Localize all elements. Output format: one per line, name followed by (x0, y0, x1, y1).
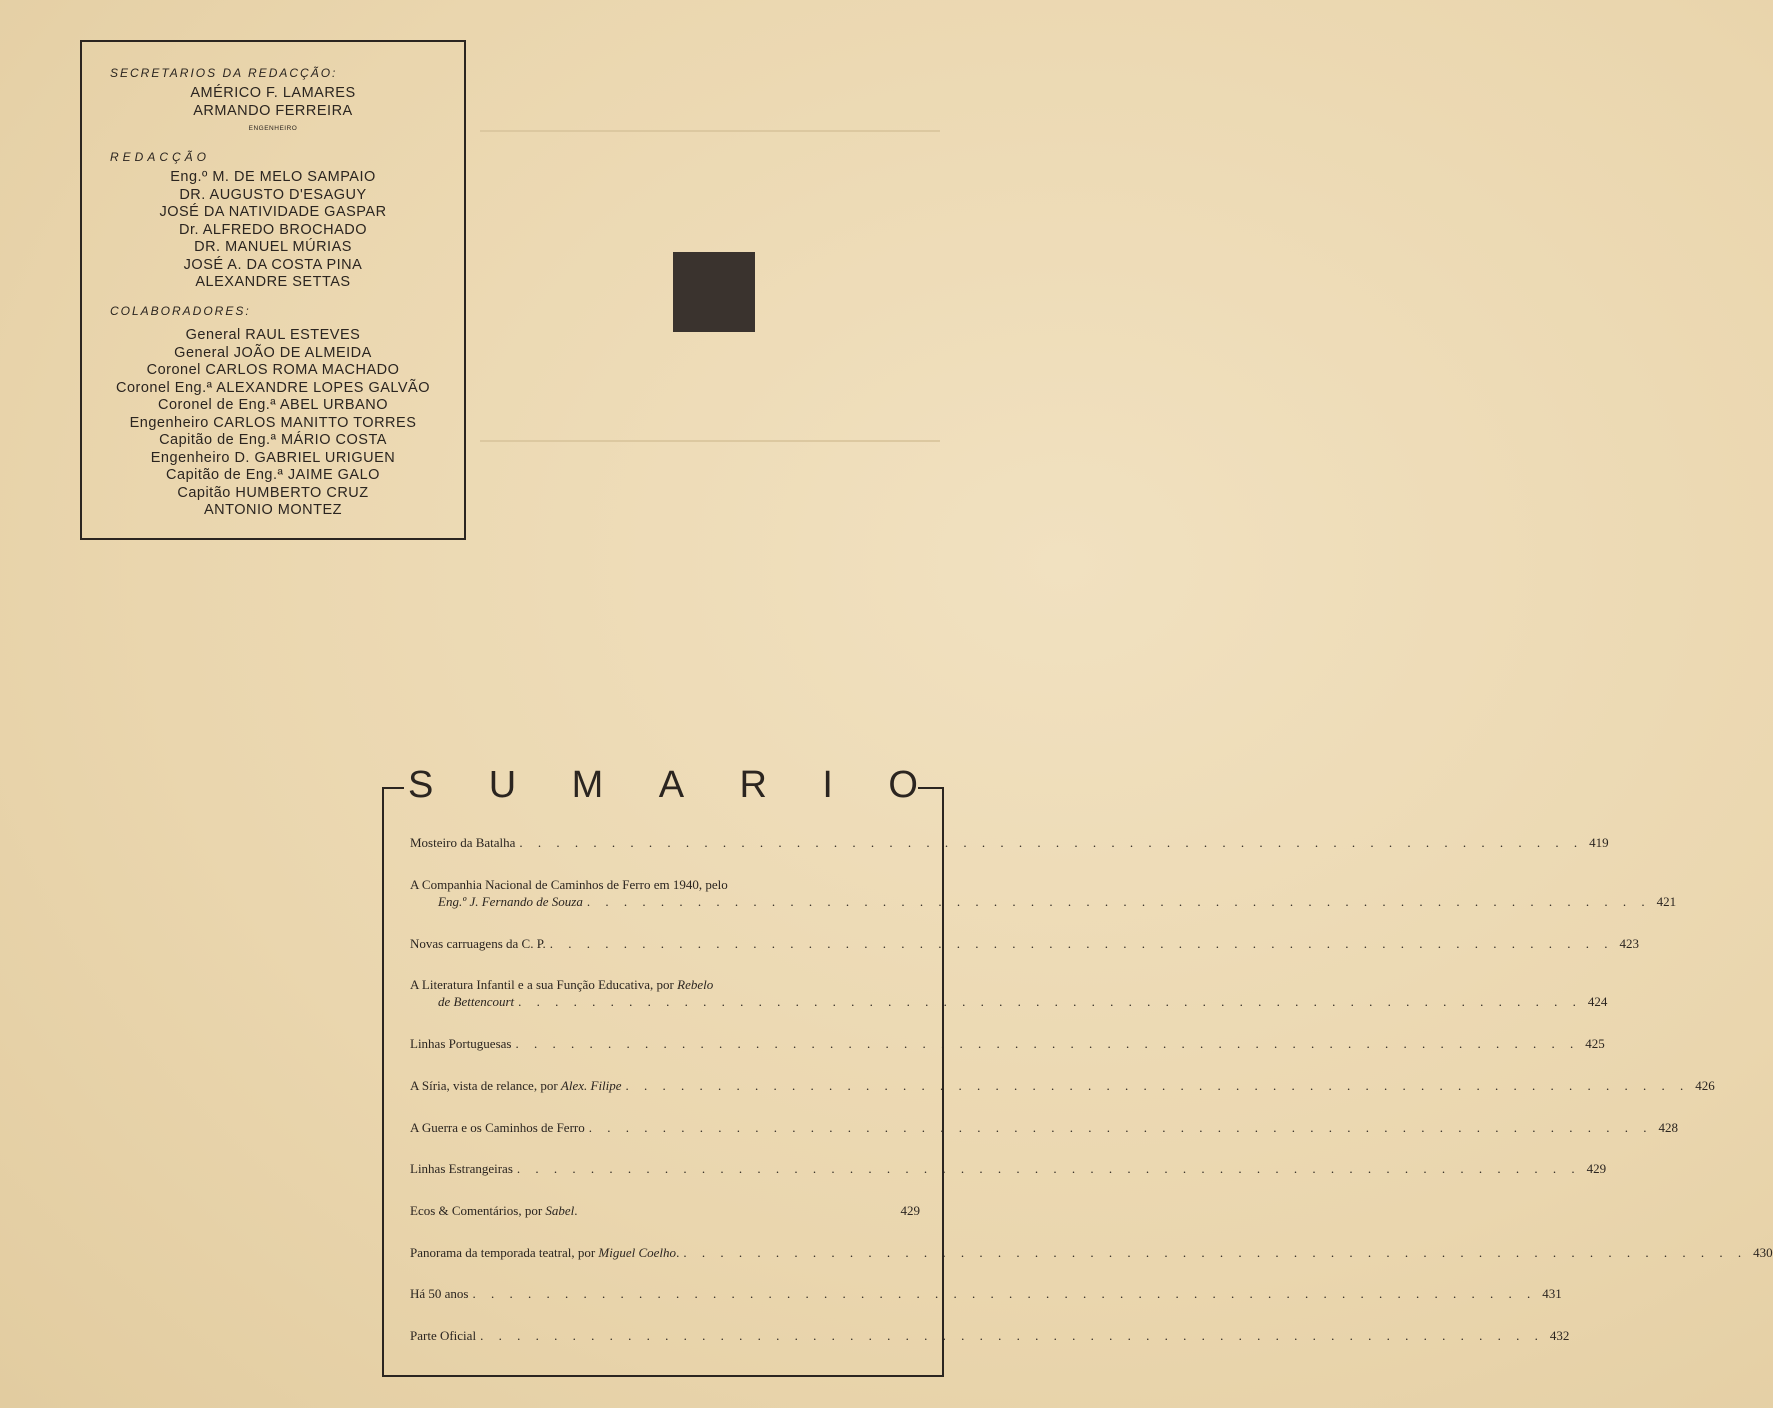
toc-entry[interactable] (410, 1244, 1773, 1261)
page-number: 431 (1542, 1286, 1562, 1301)
staff-name: Eng.º M. DE MELO SAMPAIO (170, 169, 376, 185)
black-square-mark (673, 252, 755, 332)
colaboradores-list (82, 327, 464, 520)
title-letter: O (888, 764, 918, 806)
staff-name: AMÉRICO F. LAMARES (190, 85, 356, 101)
toc-entry[interactable] (410, 1202, 920, 1219)
page-number: 432 (1549, 1328, 1570, 1343)
staff-name: Capitão de Eng.ª JAIME GALO (166, 467, 380, 483)
toc-entry[interactable] (410, 976, 1608, 1010)
staff-name: DR. AUGUSTO D'ESAGUY (179, 186, 367, 203)
staff-name: ARMANDO FERREIRA (193, 102, 353, 119)
leader-dots: . . . . . . . . . . . . . . . . . . . . . . . . . . . . . . . . . . . . . . . . . . . . . . . . . . . . . . . . . . (625, 1078, 1690, 1093)
page-number: 425 (1585, 1036, 1605, 1051)
page-number: 421 (1656, 894, 1677, 909)
sumario-frame-top-left (382, 787, 404, 789)
toc-entry[interactable] (410, 1327, 1570, 1344)
page-number: 429 (900, 1203, 920, 1218)
leader-dots: . . . . . . . . . . . . . . . . . . . . . . . . . . . . . . . . . . . . . . . . . . . . . . . . . . . . . . . . . . (472, 1286, 1537, 1301)
secretarios-list (82, 85, 464, 120)
staff-name: JOSÉ A. DA COSTA PINA (183, 256, 363, 273)
page-number: 424 (1587, 994, 1608, 1009)
entry-title: Panorama da temporada teatral, por Miguel Coelho. (410, 1245, 680, 1260)
leader-dots: . . . . . . . . . . . . . . . . . . . . . . . . . . . . . . . . . . . . . . . . . . . . . . . . . . . . . . . . . . (586, 894, 1651, 909)
engenheiro-note: ENGENHEIRO (248, 125, 298, 132)
entry-title: Linhas Estrangeiras (410, 1161, 513, 1176)
toc-entry[interactable] (410, 1119, 1678, 1136)
toc-entry[interactable] (410, 935, 1639, 952)
toc-entry[interactable] (410, 1160, 1607, 1177)
colaboradores-label: COLABORADORES: (110, 304, 251, 318)
staff-name: Capitão HUMBERTO CRUZ (177, 484, 369, 501)
leader-dots: . . . . . . . . . . . . . . . . . . . . . . . . . . . . . . . . . . . . . . . . . . . . . . . . . . . . . . . . . . (588, 1120, 1653, 1135)
title-letter: I (822, 764, 833, 806)
entry-author: de Bettencourt (438, 994, 515, 1009)
leader-dots: . . . . . . . . . . . . . . . . . . . . . . . . . . . . . . . . . . . . . . . . . . . . . . . . . . . . . . . . . . (518, 994, 1582, 1009)
title-letter: A (658, 764, 685, 806)
bleed-through-line (480, 440, 940, 442)
toc-entry[interactable] (410, 1285, 1562, 1302)
staff-name: Coronel Eng.ª ALEXANDRE LOPES GALVÃO (115, 379, 431, 396)
title-letter: S (408, 764, 434, 806)
staff-name: Coronel CARLOS ROMA MACHADO (146, 362, 400, 378)
staff-name: Engenheiro D. GABRIEL URIGUEN (150, 449, 396, 466)
entry-author: Eng.º J. Fernando de Souza (438, 894, 583, 909)
page-number: 423 (1619, 936, 1639, 951)
entry-title: A Guerra e os Caminhos de Ferro (410, 1120, 585, 1135)
entry-title: Ecos & Comentários, por Sabel. (410, 1203, 578, 1218)
entry-title: Há 50 anos (410, 1286, 469, 1301)
leader-dots: . . . . . . . . . . . . . . . . . . . . . . . . . . . . . . . . . . . . . . . . . . . . . . . . . . . . . . . . . . (519, 835, 1584, 850)
staff-name: General RAUL ESTEVES (185, 327, 361, 343)
entry-author: Sabel (545, 1203, 575, 1218)
staff-name: Dr. ALFREDO BROCHADO (178, 221, 368, 238)
page-number: 426 (1695, 1078, 1715, 1093)
entry-author: Miguel Coelho (598, 1245, 677, 1260)
secretarios-label: SECRETARIOS DA REDACÇÃO: (110, 66, 338, 80)
entry-author: Alex. Filipe (560, 1078, 622, 1093)
title-letter: R (739, 764, 767, 806)
sumario-title (408, 763, 918, 807)
redaccao-label: REDACÇÃO (110, 150, 211, 164)
staff-name: DR. MANUEL MÚRIAS (194, 239, 352, 255)
title-letter: M (571, 764, 604, 806)
toc-entry[interactable] (410, 1035, 1605, 1052)
leader-dots: . . . . . . . . . . . . . . . . . . . . . . . . . . . . . . . . . . . . . . . . . . . . . . . . . . . . . . . . . . (480, 1328, 1544, 1343)
entry-title: Linhas Portuguesas (410, 1036, 512, 1051)
entry-title: A Literatura Infantil e a sua Função Educativa, por Rebelo (410, 977, 714, 992)
entry-author: Rebelo (677, 977, 714, 992)
redaccao-list (82, 169, 464, 292)
staff-name: Coronel de Eng.ª ABEL URBANO (158, 397, 388, 413)
entry-title: Mosteiro da Batalha (410, 835, 516, 850)
bleed-through-line (480, 130, 940, 132)
leader-dots: . . . . . . . . . . . . . . . . . . . . . . . . . . . . . . . . . . . . . . . . . . . . . . . . . . . . . . . . . . (683, 1245, 1748, 1260)
sumario-frame-top-right (918, 787, 944, 789)
leader-dots: . . . . . . . . . . . . . . . . . . . . . . . . . . . . . . . . . . . . . . . . . . . . . . . . . . . . . . . . . . (549, 936, 1614, 951)
entry-title: Parte Oficial (410, 1328, 477, 1343)
leader-dots: . . . . . . . . . . . . . . . . . . . . . . . . . . . . . . . . . . . . . . . . . . . . . . . . . . . . . . . . . . (515, 1036, 1580, 1051)
entry-title: Novas carruagens da C. P. (410, 936, 546, 951)
staff-name: JOSÉ DA NATIVIDADE GASPAR (159, 204, 387, 220)
entry-title: A Companhia Nacional de Caminhos de Ferro em 1940, pelo (410, 877, 728, 892)
entry-title: A Síria, vista de relance, por Alex. Filipe (410, 1078, 622, 1093)
toc-entry[interactable] (410, 876, 1677, 910)
page-number: 419 (1589, 835, 1609, 850)
staff-name: Capitão de Eng.ª MÁRIO COSTA (159, 432, 387, 448)
page-number: 428 (1658, 1120, 1678, 1135)
staff-name: ANTONIO MONTEZ (203, 502, 343, 518)
staff-name: General JOÃO DE ALMEIDA (174, 344, 372, 361)
staff-box (80, 40, 466, 540)
toc-entry[interactable] (410, 834, 1609, 851)
staff-name: ALEXANDRE SETTAS (195, 274, 351, 290)
leader-dots: . . . . . . . . . . . . . . . . . . . . . . . . . . . . . . . . . . . . . . . . . . . . . . . . . . . . . . . . . . (516, 1161, 1581, 1176)
staff-name: Engenheiro CARLOS MANITTO TORRES (129, 414, 417, 431)
page-number: 430 (1753, 1245, 1773, 1260)
title-letter: U (488, 764, 517, 806)
page-number: 429 (1586, 1161, 1607, 1176)
toc-entry[interactable] (410, 1077, 1715, 1094)
